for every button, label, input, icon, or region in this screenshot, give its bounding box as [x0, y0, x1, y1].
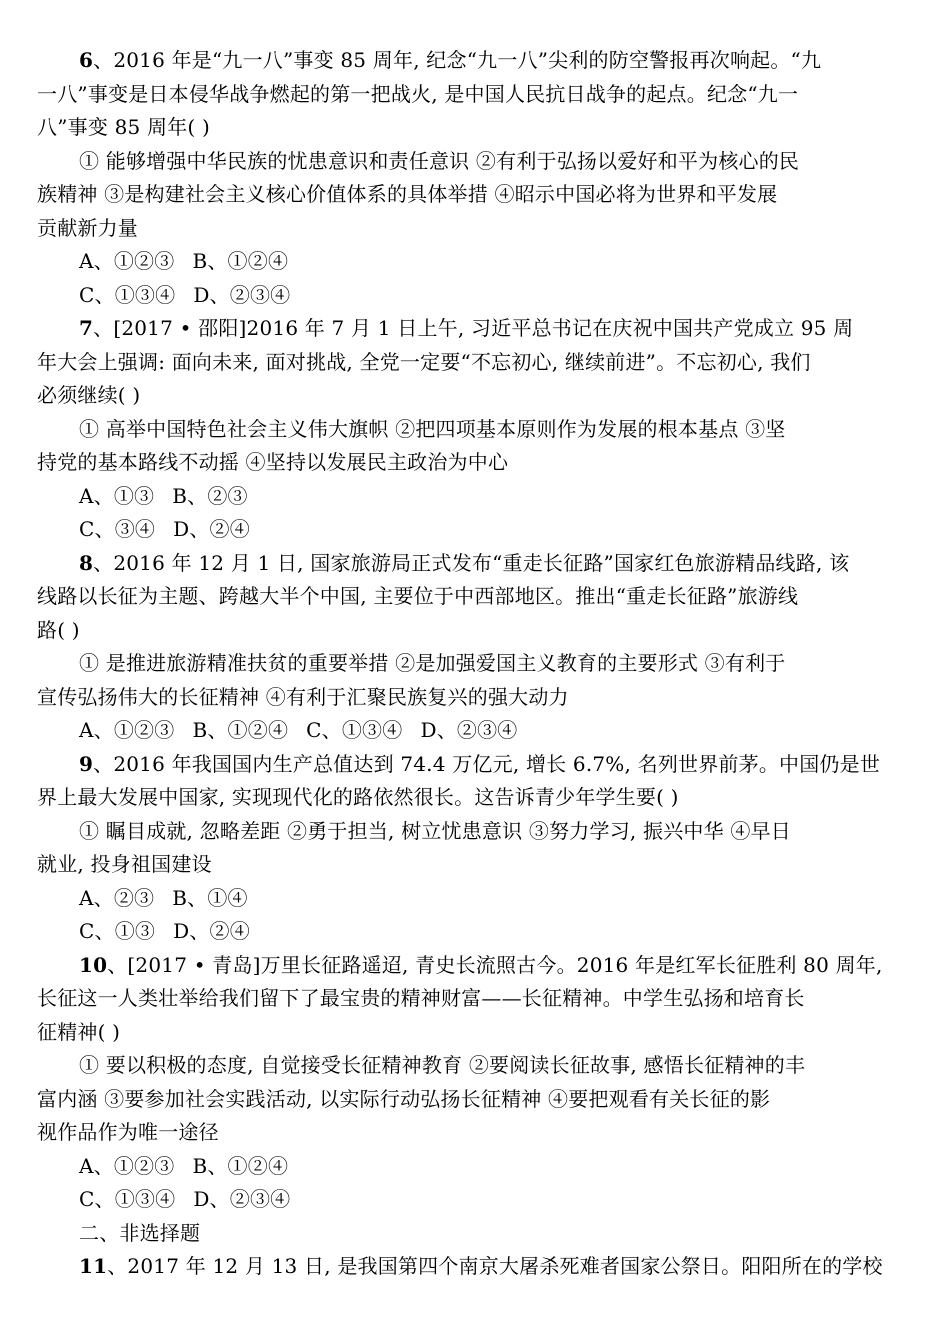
question-number: 8	[79, 550, 94, 575]
option-b[interactable]: B、①②④	[192, 718, 289, 742]
option-a[interactable]: A、②③	[79, 885, 155, 910]
question-number: 6	[79, 48, 94, 72]
statement-line: ① 要以积极的态度, 自觉接受长征精神教育 ②要阅读长征故事, 感悟长征精神的丰	[79, 1053, 806, 1077]
options-line	[79, 714, 906, 748]
option-a[interactable]: A、①②③	[79, 1153, 175, 1178]
option-d[interactable]: D、②④	[173, 517, 250, 541]
option-c[interactable]: C、③④	[79, 517, 156, 541]
option-b[interactable]: B、②③	[172, 483, 248, 508]
question-8	[37, 547, 906, 748]
options-line	[79, 279, 906, 313]
question-7	[37, 312, 906, 547]
question-stem-line: 线路以长征为主题、跨越大半个中国, 主要位于中西部地区。推出“重走长征路”旅游线	[37, 584, 799, 608]
question-stem-line: 界上最大发展中国家, 实现现代化的路依然很长。这告诉青少年学生要( )	[37, 785, 679, 809]
options-line	[79, 480, 906, 514]
question-stem-line: 6、2016 年是“九一八”事变 85 周年, 纪念“九一八”尖利的防空警报再次响起。“九	[79, 48, 822, 72]
options-line	[79, 245, 906, 279]
option-a[interactable]: A、①③	[79, 483, 155, 508]
question-stem-line: 八”事变 85 周年( )	[37, 115, 210, 139]
question-6	[37, 44, 906, 312]
statement-line: 视作品作为唯一途径	[37, 1120, 219, 1144]
question-stem-line: 征精神( )	[37, 1019, 121, 1044]
option-b[interactable]: B、①④	[172, 885, 248, 910]
statement-line: 族精神 ③是构建社会主义核心价值体系的具体举措 ④昭示中国必将为世界和平发展	[37, 182, 778, 206]
question-stem-line: 长征这一人类壮举给我们留下了最宝贵的精神财富——长征精神。中学生弘扬和培育长	[37, 986, 805, 1010]
option-b[interactable]: B、①②④	[192, 1153, 289, 1178]
statement-line: 宣传弘扬伟大的长征精神 ④有利于汇聚民族复兴的强大动力	[37, 684, 569, 709]
options-line	[79, 1183, 906, 1217]
options-line	[79, 915, 906, 949]
question-stem-line: 10、[2017 • 青岛]万里长征路遥迢, 青史长流照古今。2016 年是红军长征胜利 80 周年,	[79, 952, 883, 977]
statement-line: ① 瞩目成就, 忽略差距 ②勇于担当, 树立忧患意识 ③努力学习, 振兴中华 ④早日	[79, 818, 791, 843]
statement-line: ① 高举中国特色社会主义伟大旗帜 ②把四项基本原则作为发展的根本基点 ③坚	[79, 416, 786, 441]
option-a[interactable]: A、①②③	[79, 718, 175, 742]
question-number: 9	[79, 751, 94, 776]
option-c[interactable]: C、①③④	[79, 1187, 176, 1211]
options-line	[79, 1150, 906, 1184]
options-line	[79, 513, 906, 547]
option-d[interactable]: D、②③④	[420, 718, 518, 742]
question-9	[37, 748, 906, 949]
options-line	[79, 882, 906, 916]
question-stem-line: 路( )	[37, 617, 80, 642]
question-stem-line: 8、2016 年 12 月 1 日, 国家旅游局正式发布“重走长征路”国家红色旅游精品线路, 该	[79, 550, 850, 575]
question-number: 10	[79, 952, 108, 977]
question-stem-line: 7、[2017 • 邵阳]2016 年 7 月 1 日上午, 习近平总书记在庆祝中国共产党成立 95 周	[79, 316, 854, 340]
question-10	[37, 949, 906, 1217]
question-number: 7	[79, 316, 94, 340]
statement-line: 持党的基本路线不动摇 ④坚持以发展民主政治为中心	[37, 450, 509, 474]
question-stem-line: 年大会上强调: 面向未来, 面对挑战, 全党一定要“不忘初心, 继续前进”。不忘初心, 我们	[37, 349, 811, 374]
statement-line: ① 是推进旅游精准扶贫的重要举措 ②是加强爱国主义教育的主要形式 ③有利于	[79, 651, 786, 675]
question-number: 11	[79, 1254, 108, 1278]
statement-line: 富内涵 ③要参加社会实践活动, 以实际行动弘扬长征精神 ④要把观看有关长征的影	[37, 1086, 771, 1111]
question-stem-line: 必须继续( )	[37, 383, 141, 407]
option-d[interactable]: D、②③④	[193, 1187, 291, 1211]
section-heading: 二、非选择题	[79, 1220, 201, 1245]
option-d[interactable]: D、②④	[173, 919, 250, 943]
statement-line: 就业, 投身祖国建设	[37, 852, 212, 876]
statement-line: 贡献新力量	[37, 215, 138, 240]
statement-line: ① 能够增强中华民族的忧患意识和责任意识 ②有利于弘扬以爱好和平为核心的民	[79, 148, 800, 173]
question-stem-line: 9、2016 年我国国内生产总值达到 74.4 万亿元, 增长 6.7%, 名列世界前茅。中国仍是世	[79, 751, 881, 776]
option-c[interactable]: C、①③④	[79, 282, 176, 307]
option-c[interactable]: C、①③④	[306, 718, 403, 742]
question-stem-line: 一八”事变是日本侵华战争燃起的第一把战火, 是中国人民抗日战争的起点。纪念“九一	[37, 81, 799, 106]
option-d[interactable]: D、②③④	[193, 282, 291, 307]
option-b[interactable]: B、①②④	[192, 249, 289, 273]
option-c[interactable]: C、①③	[79, 919, 156, 943]
option-a[interactable]: A、①②③	[79, 249, 175, 273]
question-11: 11、2017 年 12 月 13 日, 是我国第四个南京大屠杀死难者国家公祭日。阳阳所在的学校	[79, 1254, 883, 1278]
